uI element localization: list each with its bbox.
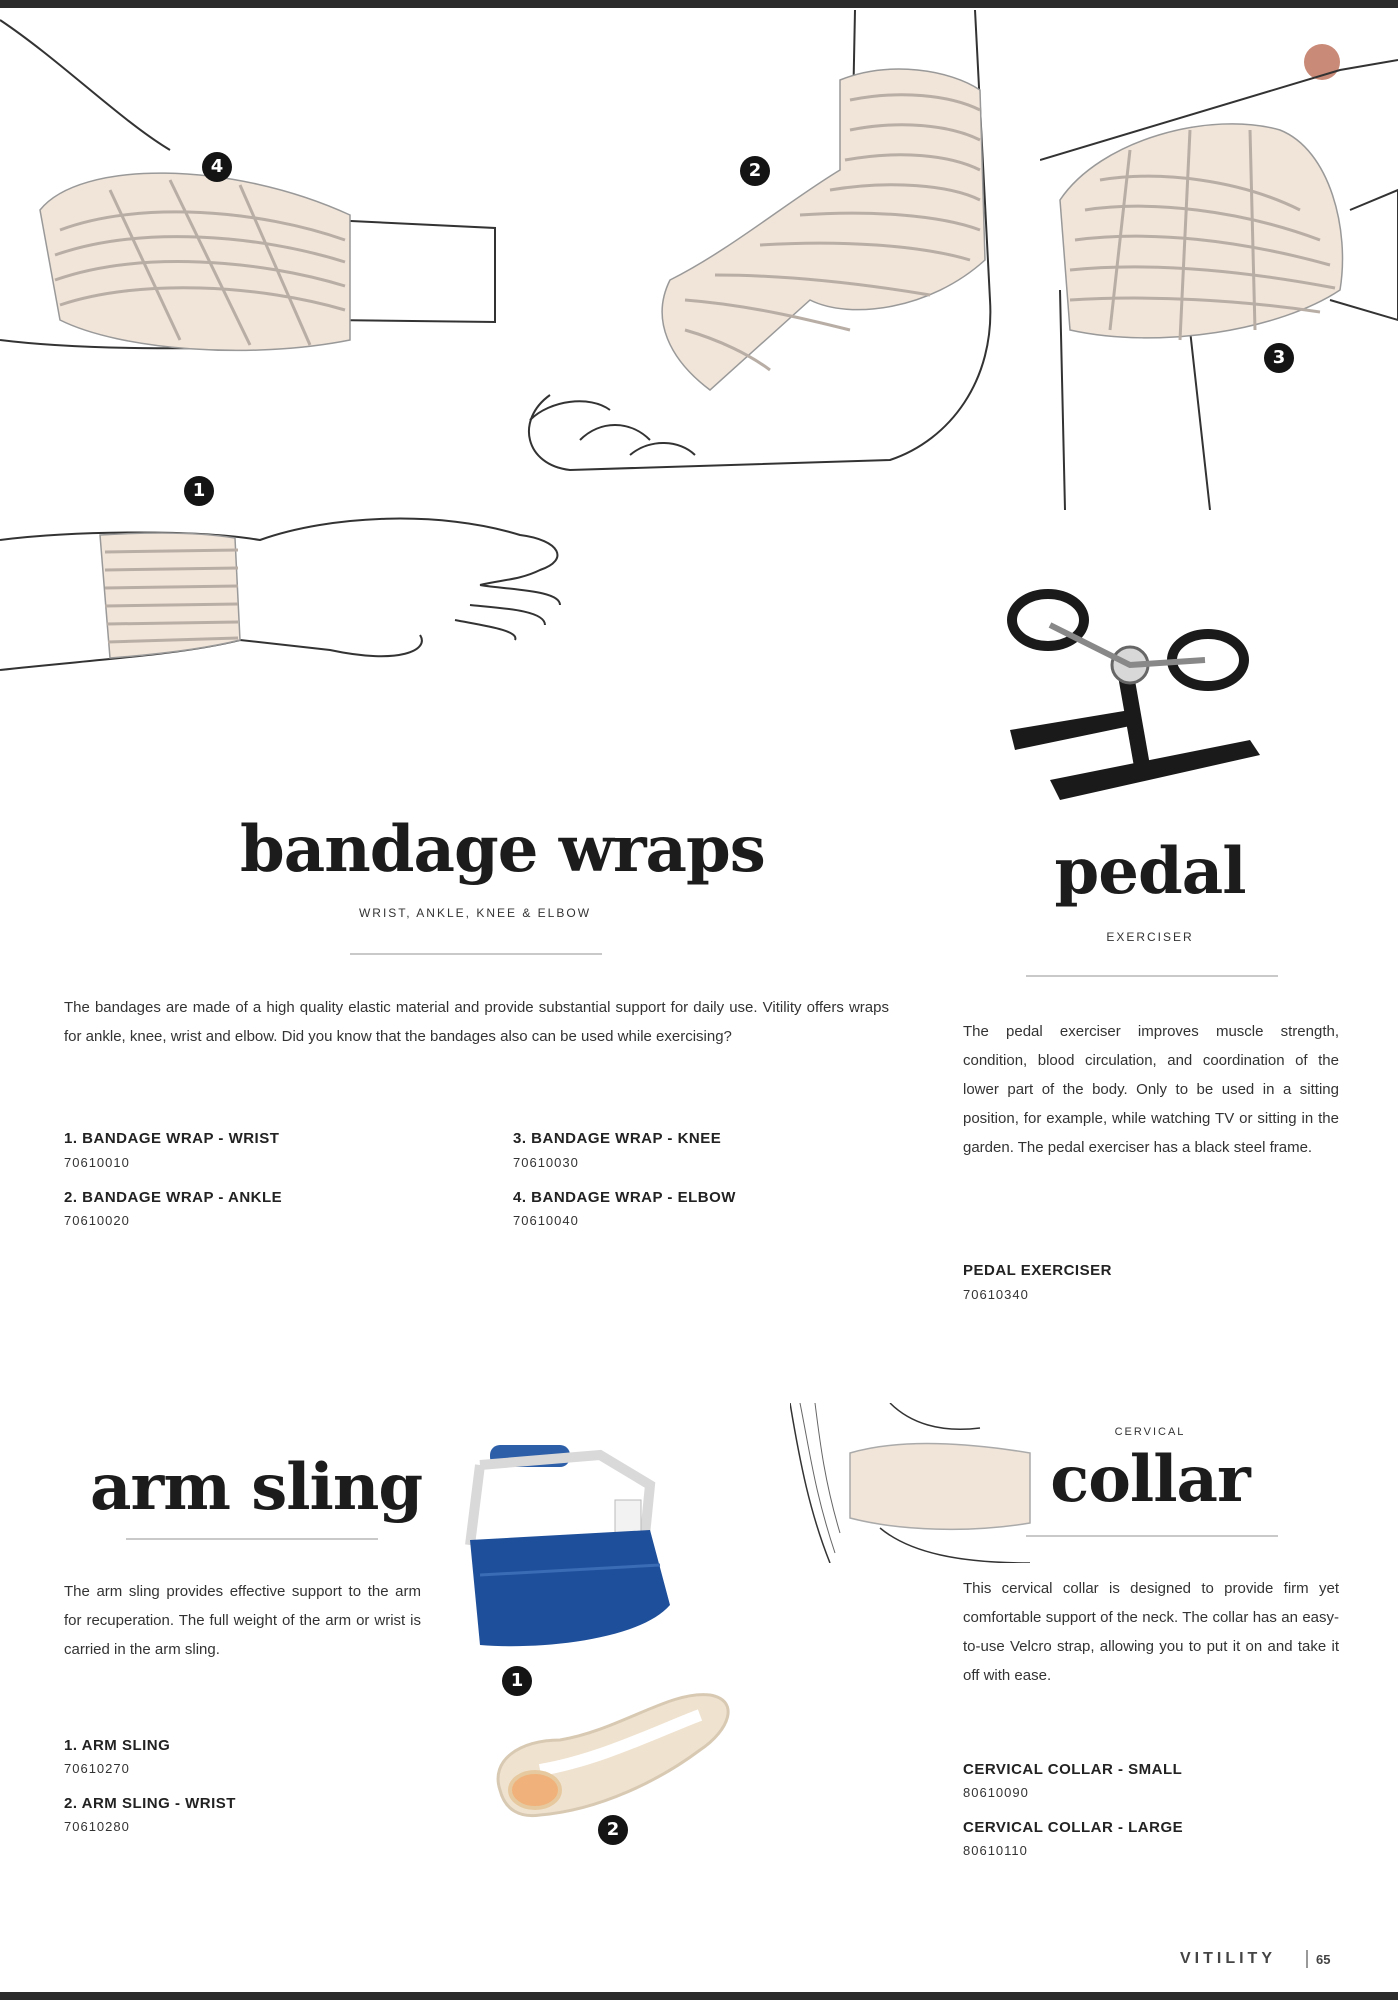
arm-sling-product-code-2: 70610280 bbox=[64, 1819, 130, 1834]
badge-ankle: 2 bbox=[740, 156, 770, 186]
pedal-title: pedal bbox=[1054, 834, 1246, 909]
collar-product-code-large: 80610110 bbox=[963, 1843, 1028, 1858]
page-number: 65 bbox=[1316, 1952, 1331, 1967]
bandage-wraps-subtitle: WRIST, ANKLE, KNEE & ELBOW bbox=[358, 906, 592, 920]
arm-sling-image bbox=[440, 1415, 700, 1665]
bandage-product-name-1: 1. BANDAGE WRAP - WRIST bbox=[64, 1130, 280, 1147]
pedal-exerciser-image bbox=[990, 580, 1290, 830]
arm-sling-product-name-1: 1. ARM SLING bbox=[64, 1737, 171, 1754]
footer-separator bbox=[1306, 1950, 1308, 1968]
cervical-collar-image bbox=[790, 1403, 1040, 1563]
collar-title: collar bbox=[1050, 1442, 1250, 1517]
pedal-subtitle: EXERCISER bbox=[1106, 930, 1194, 944]
bandage-product-code-3: 70610030 bbox=[513, 1155, 579, 1170]
arm-sling-title: arm sling bbox=[90, 1450, 423, 1525]
pedal-product-name: PEDAL EXERCISER bbox=[963, 1262, 1112, 1279]
bandage-description: The bandages are made of a high quality elastic material and provide substantial support for daily use. Vitility offers wraps for ankle, knee, wrist and elbow. Did you know that the bandages also can be used while exercising? bbox=[64, 999, 889, 1045]
elbow-bandage-illustration bbox=[0, 0, 520, 360]
pedal-divider bbox=[1026, 975, 1278, 977]
arm-sling-product-code-1: 70610270 bbox=[64, 1761, 130, 1776]
knee-bandage-illustration bbox=[1040, 30, 1398, 510]
collar-description: This cervical collar is designed to provide firm yet comfortable support of the neck. The collar has an easy-to-use Velcro strap, allowing you to put it on and take it off with ease. bbox=[963, 1580, 1339, 1684]
bandage-divider bbox=[350, 953, 602, 955]
arm-sling-description: The arm sling provides effective support to the arm for recuperation. The full weight of the arm or wrist is carried in the arm sling. bbox=[64, 1583, 421, 1658]
badge-elbow: 4 bbox=[202, 152, 232, 182]
arm-sling-product-name-2: 2. ARM SLING - WRIST bbox=[64, 1795, 236, 1812]
pedal-product-code: 70610340 bbox=[963, 1287, 1029, 1302]
collar-product-name-large: CERVICAL COLLAR - LARGE bbox=[963, 1819, 1184, 1836]
bandage-product-code-1: 70610010 bbox=[64, 1155, 130, 1170]
wrist-bandage-illustration bbox=[0, 490, 580, 690]
bandage-product-name-2: 2. BANDAGE WRAP - ANKLE bbox=[64, 1189, 283, 1206]
pedal-description: The pedal exerciser improves muscle strength, condition, blood circulation, and coordination of the lower part of the body. Only to be used in a sitting position, for example, while watching TV or sitting in the garden. The pedal exerciser has a black steel frame. bbox=[963, 1023, 1339, 1156]
collar-product-name-small: CERVICAL COLLAR - SMALL bbox=[963, 1761, 1183, 1778]
collar-product-code-small: 80610090 bbox=[963, 1785, 1029, 1800]
bandage-wraps-title: bandage wraps bbox=[240, 812, 765, 887]
badge-wrist: 1 bbox=[184, 476, 214, 506]
bottom-border bbox=[0, 1992, 1398, 2000]
badge-knee: 3 bbox=[1264, 343, 1294, 373]
bandage-product-name-3: 3. BANDAGE WRAP - KNEE bbox=[513, 1130, 722, 1147]
ankle-bandage-illustration bbox=[510, 0, 1010, 490]
badge-wrist-sling: 2 bbox=[598, 1815, 628, 1845]
badge-arm-sling: 1 bbox=[502, 1666, 532, 1696]
bandage-product-name-4: 4. BANDAGE WRAP - ELBOW bbox=[513, 1189, 736, 1206]
footer-brand: VITILITY bbox=[1180, 1950, 1276, 1967]
arm-sling-divider bbox=[126, 1538, 378, 1540]
bandage-product-code-2: 70610020 bbox=[64, 1213, 130, 1228]
bandage-product-code-4: 70610040 bbox=[513, 1213, 579, 1228]
collar-divider bbox=[1026, 1535, 1278, 1537]
collar-kicker: CERVICAL bbox=[1114, 1426, 1186, 1438]
